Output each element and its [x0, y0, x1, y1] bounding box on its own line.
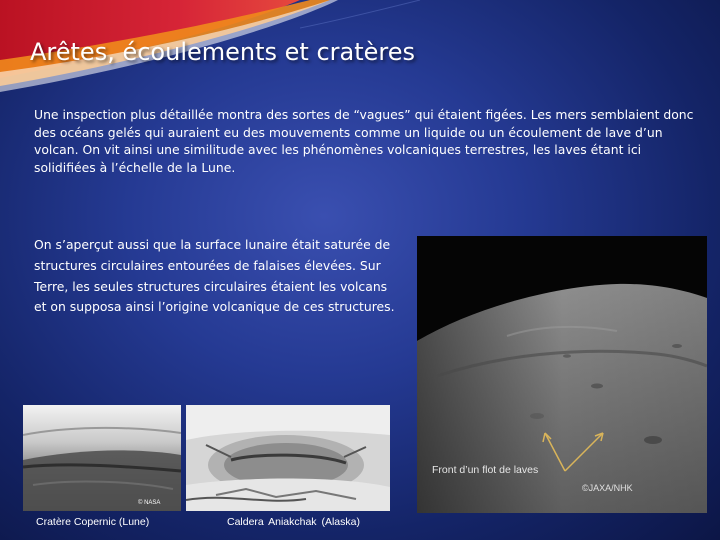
jaxa-credit: ©JAXA/NHK — [582, 483, 633, 493]
slide-title: Arêtes, écoulements et cratères — [30, 38, 416, 66]
copernicus-caption: Cratère Copernic (Lune) — [36, 516, 150, 528]
intro-paragraph: Une inspection plus détaillée montra des sortes de “vagues” qui étaient figées. Les mers semblaient donc des océans gelés qui auraient eu des mouvements comme un liquide ou un écoulement de lave d’un volcan. On vit ainsi une similitude avec les phénomènes volcaniques terrestres, les laves étant ici solidifiées à l’échelle de la Lune. — [34, 107, 694, 175]
circular-structures-paragraph: On s’aperçut aussi que la surface lunaire était saturée de structures circulaires entourées de falaises élevées. Sur Terre, les seules structures circulaires étaient les volcans et on supposa ainsi l’origine volcanique de ces structures. — [34, 237, 395, 315]
aniakchak-caption: Caldera Aniakchak (Alaska) — [227, 516, 360, 528]
copernicus-crater-photo — [23, 405, 181, 511]
lava-flow-annotation: Front d’un flot de laves — [432, 464, 539, 476]
nasa-credit: © NASA — [138, 500, 161, 506]
aniakchak-caldera-photo — [186, 405, 390, 511]
